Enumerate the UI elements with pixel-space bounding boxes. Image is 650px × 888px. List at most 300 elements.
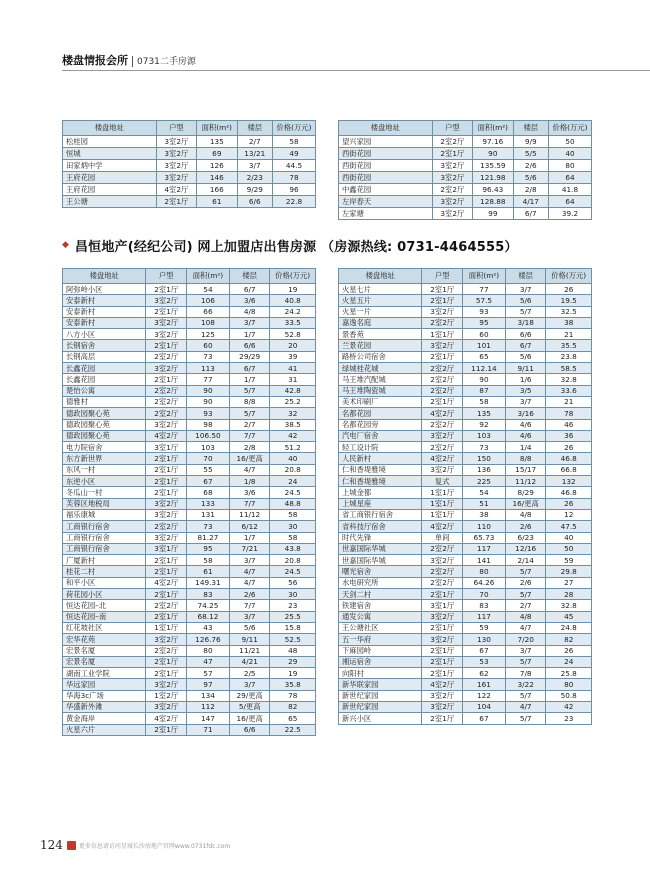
cell-layout: 1室1厅 xyxy=(422,329,462,340)
listing-table-top-right xyxy=(338,120,592,220)
cell-layout: 3室2厅 xyxy=(156,148,196,160)
cell-floor: 6/6 xyxy=(229,340,269,351)
cell-address: 西街花园 xyxy=(339,148,433,160)
cell-price: 24.5 xyxy=(270,487,316,498)
cell-price: 33.5 xyxy=(270,317,316,328)
cell-layout: 3室2厅 xyxy=(432,208,472,220)
table-row xyxy=(63,509,316,520)
cell-floor: 29/29 xyxy=(229,351,269,362)
cell-floor: 29/更高 xyxy=(229,690,269,701)
cell-area: 93 xyxy=(462,306,505,317)
table-row xyxy=(63,385,316,396)
cell-address: 省科技厅宿舍 xyxy=(339,521,422,532)
table-row xyxy=(339,136,592,148)
cell-area: 146 xyxy=(197,172,237,184)
table-header-row xyxy=(63,269,316,284)
cell-price: 20.8 xyxy=(270,464,316,475)
cell-price: 50.8 xyxy=(546,690,592,701)
cell-area: 69 xyxy=(197,148,237,160)
table-row xyxy=(339,701,592,712)
cell-area: 65 xyxy=(462,351,505,362)
cell-address: 火星七片 xyxy=(339,284,422,295)
section-brand: 楼盘情报会所 xyxy=(62,54,128,67)
cell-area: 97 xyxy=(186,679,229,690)
cell-floor: 3/7 xyxy=(505,396,545,407)
cell-area: 112 xyxy=(186,701,229,712)
cell-layout: 2室1厅 xyxy=(146,487,186,498)
cell-price: 24.5 xyxy=(270,566,316,577)
cell-address: 新华联家园 xyxy=(339,679,422,690)
cell-layout: 复式 xyxy=(422,476,462,487)
cell-floor: 5/7 xyxy=(229,385,269,396)
cell-area: 130 xyxy=(462,634,505,645)
table-row xyxy=(339,600,592,611)
cell-address: 工商银行宿舍 xyxy=(63,532,146,543)
cell-price: 42 xyxy=(546,701,592,712)
cell-layout: 2室2厅 xyxy=(146,396,186,407)
cell-price: 78 xyxy=(270,690,316,701)
cell-address: 恒达花园–北 xyxy=(63,600,146,611)
cell-area: 113 xyxy=(186,363,229,374)
section-subtitle: 0731二手房源 xyxy=(137,57,196,67)
cell-floor: 7/8 xyxy=(505,668,545,679)
table-row xyxy=(63,521,316,532)
cell-area: 61 xyxy=(197,196,237,208)
cell-price: 51.2 xyxy=(270,442,316,453)
cell-price: 46 xyxy=(546,419,592,430)
cell-floor: 5/7 xyxy=(505,656,545,667)
cell-floor: 16/更高 xyxy=(229,453,269,464)
diamond-bullet-icon: ◆ xyxy=(62,240,69,250)
cell-layout: 2室2厅 xyxy=(422,543,462,554)
cell-floor: 1/4 xyxy=(505,442,545,453)
cell-area: 128.88 xyxy=(473,196,513,208)
cell-price: 26 xyxy=(546,645,592,656)
cell-price: 31 xyxy=(270,374,316,385)
cell-address: 王公塘社区 xyxy=(339,622,422,633)
table-row xyxy=(63,555,316,566)
cell-area: 96.43 xyxy=(473,184,513,196)
cell-floor: 2/14 xyxy=(505,555,545,566)
cell-layout: 2室1厅 xyxy=(146,453,186,464)
cell-area: 67 xyxy=(186,476,229,487)
cell-floor: 6/6 xyxy=(237,196,272,208)
cell-address: 宏华花苑 xyxy=(63,634,146,645)
cell-price: 52.8 xyxy=(270,329,316,340)
cell-layout: 3室2厅 xyxy=(422,701,462,712)
cell-layout: 2室1厅 xyxy=(146,589,186,600)
table-row xyxy=(339,645,592,656)
cell-floor: 3/6 xyxy=(229,487,269,498)
footer-text: 更多信息请访问星城长沙房地产官网www.0731fdc.com xyxy=(78,842,231,850)
cell-area: 62 xyxy=(462,668,505,679)
listing-table-main-left xyxy=(62,268,316,736)
cell-layout: 4室2厅 xyxy=(422,679,462,690)
cell-area: 135 xyxy=(197,136,237,148)
cell-layout: 2室2厅 xyxy=(432,184,472,196)
cell-area: 60 xyxy=(462,329,505,340)
cell-floor: 6/7 xyxy=(229,363,269,374)
table-row xyxy=(63,317,316,328)
table-row xyxy=(339,306,592,317)
cell-address: 宏景名厦 xyxy=(63,645,146,656)
cell-price: 30 xyxy=(270,521,316,532)
cell-layout: 2室2厅 xyxy=(146,408,186,419)
cell-layout: 3室2厅 xyxy=(146,634,186,645)
listing-table-top-left xyxy=(62,120,316,208)
table-row xyxy=(339,713,592,724)
cell-area: 93 xyxy=(186,408,229,419)
column-header: 楼层 xyxy=(505,269,545,284)
cell-address: 阿弥岭小区 xyxy=(63,284,146,295)
cell-area: 43 xyxy=(186,622,229,633)
cell-layout: 3室2厅 xyxy=(146,317,186,328)
cell-layout: 3室2厅 xyxy=(146,679,186,690)
cell-area: 55 xyxy=(186,464,229,475)
cell-layout: 2室1厅 xyxy=(146,668,186,679)
column-header: 楼盘地址 xyxy=(63,269,146,284)
cell-address: 安泰新村 xyxy=(63,295,146,306)
table-row xyxy=(339,396,592,407)
cell-floor: 2/6 xyxy=(513,160,548,172)
table-row xyxy=(63,543,316,554)
table-row xyxy=(339,340,592,351)
cell-floor: 5/6 xyxy=(513,172,548,184)
cell-area: 65.73 xyxy=(462,532,505,543)
cell-area: 110 xyxy=(462,521,505,532)
cell-address: 嘉逸名庭 xyxy=(339,317,422,328)
cell-price: 28 xyxy=(546,589,592,600)
column-header: 面积(m²) xyxy=(197,121,237,136)
cell-area: 90 xyxy=(473,148,513,160)
cell-floor: 11/12 xyxy=(229,509,269,520)
logo-icon xyxy=(67,841,76,850)
table-row xyxy=(339,589,592,600)
cell-price: 40 xyxy=(548,148,591,160)
cell-layout: 3室2厅 xyxy=(146,295,186,306)
page-footer xyxy=(40,838,230,852)
cell-floor: 1/7 xyxy=(229,329,269,340)
cell-area: 136 xyxy=(462,464,505,475)
cell-floor: 1/7 xyxy=(229,374,269,385)
cell-layout: 2室1厅 xyxy=(422,622,462,633)
cell-floor: 5/7 xyxy=(505,306,545,317)
cell-address: 火星五片 xyxy=(339,295,422,306)
cell-area: 166 xyxy=(197,184,237,196)
cell-layout: 4室2厅 xyxy=(422,521,462,532)
cell-area: 70 xyxy=(186,453,229,464)
cell-area: 64.26 xyxy=(462,577,505,588)
cell-price: 26 xyxy=(546,442,592,453)
cell-layout: 2室1厅 xyxy=(422,645,462,656)
table-row xyxy=(63,160,316,172)
cell-floor: 6/7 xyxy=(513,208,548,220)
table-row xyxy=(339,208,592,220)
cell-layout: 4室2厅 xyxy=(156,184,196,196)
cell-area: 95 xyxy=(462,317,505,328)
cell-area: 133 xyxy=(186,498,229,509)
cell-area: 141 xyxy=(462,555,505,566)
cell-address: 福乐康城 xyxy=(63,509,146,520)
cell-price: 24.8 xyxy=(546,622,592,633)
cell-area: 106 xyxy=(186,295,229,306)
cell-floor: 4/7 xyxy=(229,566,269,577)
cell-address: 西街花园 xyxy=(339,160,433,172)
table-row xyxy=(339,679,592,690)
cell-address: 王府花园 xyxy=(63,184,157,196)
cell-layout: 2室2厅 xyxy=(422,577,462,588)
cell-price: 40 xyxy=(270,453,316,464)
cell-layout: 3室2厅 xyxy=(422,611,462,622)
cell-layout: 2室1厅 xyxy=(422,589,462,600)
table-row xyxy=(63,701,316,712)
cell-layout: 3室2厅 xyxy=(422,690,462,701)
cell-floor: 7/7 xyxy=(229,430,269,441)
cell-area: 66 xyxy=(186,306,229,317)
cell-area: 68 xyxy=(186,487,229,498)
cell-price: 39 xyxy=(270,351,316,362)
cell-area: 131 xyxy=(186,509,229,520)
cell-layout: 3室2厅 xyxy=(422,555,462,566)
cell-price: 82 xyxy=(546,634,592,645)
cell-layout: 2室2厅 xyxy=(422,374,462,385)
cell-address: 芙蓉区地税局 xyxy=(63,498,146,509)
cell-layout: 3室2厅 xyxy=(146,701,186,712)
cell-price: 36 xyxy=(546,430,592,441)
table-header-row xyxy=(339,121,592,136)
cell-layout: 3室2厅 xyxy=(146,509,186,520)
cell-area: 87 xyxy=(462,385,505,396)
cell-address: 省工商银行宿舍 xyxy=(339,509,422,520)
table-row xyxy=(339,532,592,543)
cell-layout: 4室2厅 xyxy=(146,713,186,724)
cell-address: 工商银行宿舍 xyxy=(63,521,146,532)
cell-address: 电力院宿舍 xyxy=(63,442,146,453)
table-row xyxy=(339,148,592,160)
cell-floor: 3/5 xyxy=(505,385,545,396)
cell-layout: 1室2厅 xyxy=(146,690,186,701)
cell-area: 57.5 xyxy=(462,295,505,306)
cell-layout: 1室1厅 xyxy=(422,498,462,509)
table-row xyxy=(339,656,592,667)
cell-price: 39.2 xyxy=(548,208,591,220)
table-row xyxy=(339,487,592,498)
cell-price: 48 xyxy=(270,645,316,656)
cell-floor: 11/21 xyxy=(229,645,269,656)
cell-area: 90 xyxy=(186,396,229,407)
cell-price: 32.8 xyxy=(546,374,592,385)
cell-floor: 6/6 xyxy=(505,329,545,340)
table-row xyxy=(339,329,592,340)
cell-layout: 2室1厅 xyxy=(146,284,186,295)
cell-price: 27 xyxy=(546,577,592,588)
cell-layout: 3室2厅 xyxy=(432,196,472,208)
cell-floor: 6/7 xyxy=(229,284,269,295)
cell-address: 恒达花园–南 xyxy=(63,611,146,622)
cell-floor: 3/7 xyxy=(229,611,269,622)
table-row xyxy=(339,172,592,184)
cell-address: 上城星座 xyxy=(339,498,422,509)
cell-price: 50 xyxy=(546,543,592,554)
cell-price: 25.5 xyxy=(270,611,316,622)
table-row xyxy=(63,668,316,679)
cell-area: 104 xyxy=(462,701,505,712)
cell-floor: 7/21 xyxy=(229,543,269,554)
cell-floor: 2/6 xyxy=(505,577,545,588)
cell-price: 48.8 xyxy=(270,498,316,509)
table-row xyxy=(63,408,316,419)
cell-floor: 3/22 xyxy=(505,679,545,690)
cell-price: 32 xyxy=(270,408,316,419)
cell-floor: 8/8 xyxy=(505,453,545,464)
cell-address: 黄金海岸 xyxy=(63,713,146,724)
table-row xyxy=(63,690,316,701)
table-row xyxy=(339,374,592,385)
cell-price: 58 xyxy=(270,509,316,520)
cell-address: 绿城桂花城 xyxy=(339,363,422,374)
cell-floor: 9/11 xyxy=(229,634,269,645)
cell-address: 东方新世界 xyxy=(63,453,146,464)
cell-area: 98 xyxy=(186,419,229,430)
cell-address: 下麻园岭 xyxy=(339,645,422,656)
cell-address: 五一华府 xyxy=(339,634,422,645)
cell-floor: 3/7 xyxy=(229,317,269,328)
table-row xyxy=(339,577,592,588)
cell-area: 74.25 xyxy=(186,600,229,611)
cell-floor: 6/6 xyxy=(229,724,269,735)
cell-price: 80 xyxy=(548,160,591,172)
cell-address: 人民新村 xyxy=(339,453,422,464)
cell-address: 通发公寓 xyxy=(339,611,422,622)
cell-layout: 3室1厅 xyxy=(146,442,186,453)
table-row xyxy=(339,419,592,430)
cell-floor: 4/8 xyxy=(229,306,269,317)
cell-floor: 5/6 xyxy=(229,622,269,633)
cell-floor: 3/7 xyxy=(229,555,269,566)
cell-address: 天剑二村 xyxy=(339,589,422,600)
cell-floor: 11/12 xyxy=(505,476,545,487)
cell-area: 117 xyxy=(462,611,505,622)
cell-address: 马王堆汽配城 xyxy=(339,374,422,385)
cell-price: 47.5 xyxy=(546,521,592,532)
cell-price: 41.8 xyxy=(548,184,591,196)
column-header: 价格(万元) xyxy=(546,269,592,284)
cell-price: 40 xyxy=(546,532,592,543)
cell-price: 19 xyxy=(270,284,316,295)
table-header-row xyxy=(339,269,592,284)
cell-area: 73 xyxy=(462,442,505,453)
cell-address: 兰景花园 xyxy=(339,340,422,351)
cell-address: 楚怡公寓 xyxy=(63,385,146,396)
cell-address: 长鑫花园 xyxy=(63,374,146,385)
cell-address: 上城金都 xyxy=(339,487,422,498)
cell-area: 147 xyxy=(186,713,229,724)
cell-address: 火星六片 xyxy=(63,724,146,735)
cell-layout: 1室1厅 xyxy=(422,509,462,520)
cell-layout: 2室2厅 xyxy=(146,351,186,362)
cell-area: 149.31 xyxy=(186,577,229,588)
cell-floor: 5/7 xyxy=(505,566,545,577)
header-divider xyxy=(132,56,133,67)
table-row xyxy=(63,656,316,667)
cell-layout: 3室2厅 xyxy=(146,363,186,374)
cell-area: 51 xyxy=(462,498,505,509)
table-row xyxy=(339,690,592,701)
cell-address: 和平小区 xyxy=(63,577,146,588)
cell-area: 67 xyxy=(462,713,505,724)
table-row xyxy=(339,363,592,374)
table-row xyxy=(63,713,316,724)
table-row xyxy=(339,442,592,453)
cell-price: 12 xyxy=(546,509,592,520)
column-header: 楼盘地址 xyxy=(339,269,422,284)
cell-area: 83 xyxy=(186,589,229,600)
cell-floor: 4/8 xyxy=(505,611,545,622)
cell-floor: 3/7 xyxy=(505,284,545,295)
cell-price: 46.8 xyxy=(546,453,592,464)
cell-address: 马王堆陶瓷城 xyxy=(339,385,422,396)
column-header: 楼层 xyxy=(237,121,272,136)
cell-address: 铁建宿舍 xyxy=(339,600,422,611)
cell-area: 101 xyxy=(462,340,505,351)
cell-layout: 4室2厅 xyxy=(146,430,186,441)
cell-address: 安泰新村 xyxy=(63,317,146,328)
cell-price: 58.5 xyxy=(546,363,592,374)
cell-price: 35.8 xyxy=(270,679,316,690)
cell-price: 44.5 xyxy=(272,160,315,172)
cell-price: 24 xyxy=(270,476,316,487)
cell-price: 22.8 xyxy=(272,196,315,208)
table-row xyxy=(63,329,316,340)
cell-floor: 5/7 xyxy=(229,408,269,419)
cell-area: 112.14 xyxy=(462,363,505,374)
cell-address: 汽电厂宿舍 xyxy=(339,430,422,441)
table-row xyxy=(63,487,316,498)
cell-area: 71 xyxy=(186,724,229,735)
cell-floor: 8/8 xyxy=(229,396,269,407)
cell-floor: 2/7 xyxy=(505,600,545,611)
cell-area: 53 xyxy=(462,656,505,667)
cell-address: 宏景名厦 xyxy=(63,656,146,667)
column-header: 户型 xyxy=(156,121,196,136)
cell-price: 20.8 xyxy=(270,555,316,566)
cell-layout: 2室1厅 xyxy=(146,555,186,566)
cell-floor: 4/6 xyxy=(505,419,545,430)
cell-area: 81.27 xyxy=(186,532,229,543)
table-row xyxy=(63,295,316,306)
cell-area: 161 xyxy=(462,679,505,690)
cell-area: 134 xyxy=(186,690,229,701)
table-row xyxy=(339,453,592,464)
cell-price: 33.6 xyxy=(546,385,592,396)
cell-layout: 2室1厅 xyxy=(146,566,186,577)
cell-price: 23 xyxy=(546,713,592,724)
cell-layout: 2室1厅 xyxy=(146,374,186,385)
cell-address: 王公塘 xyxy=(63,196,157,208)
cell-area: 57 xyxy=(186,668,229,679)
cell-area: 90 xyxy=(186,385,229,396)
cell-layout: 2室2厅 xyxy=(146,521,186,532)
cell-address: 东风一村 xyxy=(63,464,146,475)
cell-price: 58 xyxy=(272,136,315,148)
column-header: 价格(万元) xyxy=(548,121,591,136)
cell-address: 轻工设计院 xyxy=(339,442,422,453)
column-header: 价格(万元) xyxy=(272,121,315,136)
cell-layout: 3室2厅 xyxy=(146,532,186,543)
cell-floor: 4/17 xyxy=(513,196,548,208)
cell-area: 103 xyxy=(462,430,505,441)
cell-price: 46.8 xyxy=(546,487,592,498)
